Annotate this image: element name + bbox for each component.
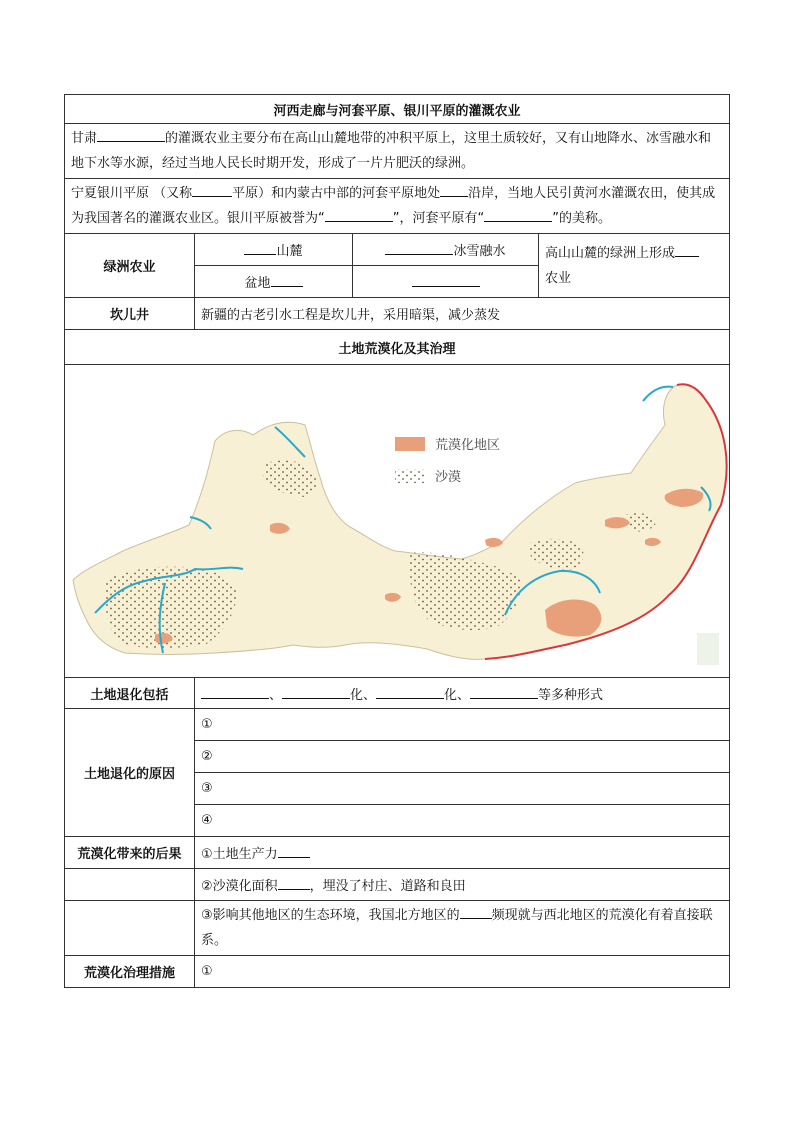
oasis-cell-summary: 高山山麓的绿洲上形成 农业 — [539, 234, 730, 298]
fill-blank[interactable] — [440, 182, 468, 197]
fill-blank[interactable] — [271, 272, 303, 287]
fill-blank[interactable] — [201, 684, 269, 699]
consequence-2: ②沙漠化面积 ，埋没了村庄、道路和良田 — [195, 869, 730, 901]
fill-blank[interactable] — [376, 684, 444, 699]
cause-item[interactable]: ③ — [195, 773, 730, 805]
worksheet-table — [64, 94, 730, 988]
fill-blank[interactable] — [412, 272, 480, 287]
degradation-forms: 、 化、 化、 等多种形式 — [195, 678, 730, 709]
karez-label: 坎儿井 — [65, 298, 195, 330]
fill-blank[interactable] — [325, 207, 393, 222]
degradation-label: 土地退化包括 — [65, 678, 195, 709]
fill-blank[interactable] — [244, 240, 276, 255]
consequence-3: ③影响其他地区的生态环境，我国北方地区的 频现就与西北地区的荒漠化有着直接联系。 — [195, 901, 730, 956]
karez-text: 新疆的古老引水工程是坎儿井，采用暗渠，减少蒸发 — [195, 298, 730, 330]
oasis-cell-meltwater: 冰雪融水 — [353, 234, 539, 266]
section-title-irrigation: 河西走廊与河套平原、银川平原的灌溉农业 — [65, 95, 730, 124]
fill-blank[interactable] — [97, 127, 165, 142]
fill-blank[interactable] — [278, 875, 310, 890]
oasis-cell-blank — [353, 266, 539, 298]
fill-blank[interactable] — [192, 182, 232, 197]
fill-blank[interactable] — [675, 242, 699, 257]
cause-item[interactable]: ② — [195, 741, 730, 773]
paragraph-ningxia: 宁夏银川平原 （又称 平原）和内蒙古中部的河套平原地处 沿岸，当地人民引黄河水灌溉农田，使其成为我国著名的灌溉农业区。银川平原被誉为“ ”，河套平原有“ ”的美称。 — [65, 179, 730, 234]
desertification-map — [65, 365, 728, 673]
fill-blank[interactable] — [385, 240, 453, 255]
legend-desert-swatch — [395, 469, 425, 483]
measures-label: 荒漠化治理措施 — [65, 956, 195, 988]
paragraph-gansu: 甘肃 的灌溉农业主要分布在高山山麓地带的冲积平原上，这里土质较好，又有山地降水、冰雪融水和地下水等水源，经过当地人民长时期开发，形成了一片片肥沃的绿洲。 — [65, 124, 730, 179]
measure-1[interactable]: ① — [195, 956, 730, 988]
legend-desertified-label: 荒漠化地区 — [435, 438, 501, 453]
cause-item[interactable]: ① — [195, 709, 730, 741]
desertification-map-cell — [65, 365, 730, 678]
consequences-label: 荒漠化带来的后果 — [65, 837, 195, 869]
fill-blank[interactable] — [484, 207, 552, 222]
empty-label-cell — [65, 901, 195, 956]
empty-label-cell — [65, 869, 195, 901]
legend-desert-label: 沙漠 — [435, 470, 462, 485]
oasis-cell-piedmont: 山麓 — [195, 234, 353, 266]
legend-desertified-swatch — [395, 437, 425, 451]
section-title-desertification: 土地荒漠化及其治理 — [65, 330, 730, 365]
oasis-label: 绿洲农业 — [65, 234, 195, 298]
fill-blank[interactable] — [282, 684, 350, 699]
fill-blank[interactable] — [278, 843, 310, 858]
fill-blank[interactable] — [470, 684, 538, 699]
fill-blank[interactable] — [460, 904, 492, 919]
cause-item[interactable]: ④ — [195, 805, 730, 837]
oasis-cell-basin: 盆地 — [195, 266, 353, 298]
causes-label: 土地退化的原因 — [65, 709, 195, 837]
inset-corner — [697, 633, 719, 665]
consequence-1: ①土地生产力 — [195, 837, 730, 869]
